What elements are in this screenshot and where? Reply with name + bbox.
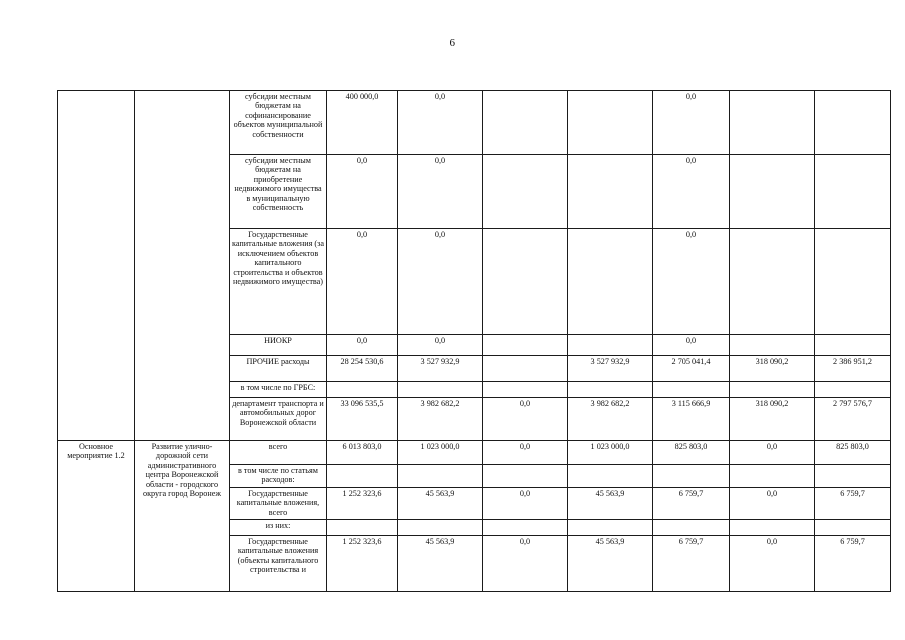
value-cell	[568, 91, 653, 155]
value-cell	[483, 91, 568, 155]
value-cell	[815, 229, 891, 335]
value-cell	[483, 465, 568, 488]
value-cell	[730, 155, 815, 229]
row-label: в том числе по статьям расходов:	[230, 465, 327, 488]
table-row	[58, 441, 891, 465]
value-cell: 0,0	[398, 229, 483, 335]
table-row	[58, 91, 891, 155]
value-cell	[568, 335, 653, 356]
value-cell: 318 090,2	[730, 356, 815, 382]
value-cell	[483, 335, 568, 356]
value-cell: 0,0	[398, 335, 483, 356]
value-cell	[730, 335, 815, 356]
value-cell: 2 797 576,7	[815, 398, 891, 441]
value-cell	[483, 356, 568, 382]
row-label: субсидии местным бюджетам на софинансирование объектов муниципальной собственности	[230, 91, 327, 155]
description-cell-empty	[135, 91, 230, 441]
value-cell	[653, 382, 730, 398]
value-cell: 3 115 666,9	[653, 398, 730, 441]
value-cell: 1 023 000,0	[568, 441, 653, 465]
value-cell: 0,0	[730, 441, 815, 465]
value-cell	[815, 520, 891, 536]
row-label: субсидии местным бюджетам на приобретение недвижимого имущества в муниципальную собственность	[230, 155, 327, 229]
page-number: 6	[449, 37, 456, 49]
value-cell: 0,0	[398, 155, 483, 229]
value-cell: 45 563,9	[568, 536, 653, 592]
value-cell: 0,0	[327, 229, 398, 335]
event-name: Основное мероприятие 1.2	[58, 441, 135, 592]
value-cell: 45 563,9	[568, 488, 653, 520]
value-cell	[730, 465, 815, 488]
row-label: Государственные капитальные вложения (за исключением объектов капитального строительства и объектов недвижимого имущества)	[230, 229, 327, 335]
value-cell: 0,0	[327, 335, 398, 356]
value-cell	[568, 382, 653, 398]
event-description: Развитие улично-дорожной сети административного центра Воронежской области - городского округа город Воронеж	[135, 441, 230, 592]
value-cell: 0,0	[730, 488, 815, 520]
value-cell	[327, 465, 398, 488]
value-cell	[653, 465, 730, 488]
value-cell	[483, 382, 568, 398]
value-cell: 0,0	[653, 335, 730, 356]
value-cell: 2 705 041,4	[653, 356, 730, 382]
value-cell	[815, 91, 891, 155]
row-label: в том числе по ГРБС:	[230, 382, 327, 398]
value-cell	[653, 520, 730, 536]
value-cell	[327, 382, 398, 398]
value-cell	[483, 520, 568, 536]
value-cell: 2 386 951,2	[815, 356, 891, 382]
value-cell	[483, 155, 568, 229]
row-label: Государственные капитальные вложения (объекты капитального строительства и	[230, 536, 327, 592]
value-cell	[815, 155, 891, 229]
value-cell: 6 759,7	[653, 488, 730, 520]
value-cell: 3 527 932,9	[398, 356, 483, 382]
value-cell	[568, 465, 653, 488]
value-cell: 6 013 803,0	[327, 441, 398, 465]
row-label: из них:	[230, 520, 327, 536]
value-cell: 3 982 682,2	[568, 398, 653, 441]
value-cell	[327, 520, 398, 536]
row-label: департамент транспорта и автомобильных дорог Воронежской области	[230, 398, 327, 441]
value-cell	[398, 382, 483, 398]
value-cell	[568, 155, 653, 229]
value-cell	[730, 382, 815, 398]
value-cell: 825 803,0	[653, 441, 730, 465]
value-cell: 0,0	[483, 398, 568, 441]
row-label: ПРОЧИЕ расходы	[230, 356, 327, 382]
row-label: НИОКР	[230, 335, 327, 356]
value-cell: 6 759,7	[815, 536, 891, 592]
row-label: всего	[230, 441, 327, 465]
value-cell	[568, 520, 653, 536]
value-cell: 28 254 530,6	[327, 356, 398, 382]
value-cell	[398, 465, 483, 488]
budget-table	[57, 90, 891, 592]
value-cell: 0,0	[483, 441, 568, 465]
row-label: Государственные капитальные вложения, всего	[230, 488, 327, 520]
value-cell: 45 563,9	[398, 488, 483, 520]
value-cell: 6 759,7	[653, 536, 730, 592]
value-cell	[483, 229, 568, 335]
value-cell: 0,0	[398, 91, 483, 155]
value-cell: 45 563,9	[398, 536, 483, 592]
value-cell	[815, 465, 891, 488]
value-cell: 0,0	[730, 536, 815, 592]
value-cell: 33 096 535,5	[327, 398, 398, 441]
value-cell: 0,0	[653, 155, 730, 229]
value-cell: 400 000,0	[327, 91, 398, 155]
event-cell-empty	[58, 91, 135, 441]
value-cell	[730, 91, 815, 155]
value-cell: 0,0	[653, 229, 730, 335]
value-cell: 1 252 323,6	[327, 488, 398, 520]
value-cell: 825 803,0	[815, 441, 891, 465]
value-cell: 1 252 323,6	[327, 536, 398, 592]
value-cell: 3 527 932,9	[568, 356, 653, 382]
value-cell	[730, 229, 815, 335]
value-cell	[568, 229, 653, 335]
value-cell	[815, 382, 891, 398]
value-cell	[398, 520, 483, 536]
value-cell: 0,0	[653, 91, 730, 155]
value-cell: 318 090,2	[730, 398, 815, 441]
value-cell: 1 023 000,0	[398, 441, 483, 465]
value-cell: 3 982 682,2	[398, 398, 483, 441]
value-cell	[815, 335, 891, 356]
value-cell: 6 759,7	[815, 488, 891, 520]
value-cell: 0,0	[327, 155, 398, 229]
value-cell	[730, 520, 815, 536]
value-cell: 0,0	[483, 488, 568, 520]
value-cell: 0,0	[483, 536, 568, 592]
